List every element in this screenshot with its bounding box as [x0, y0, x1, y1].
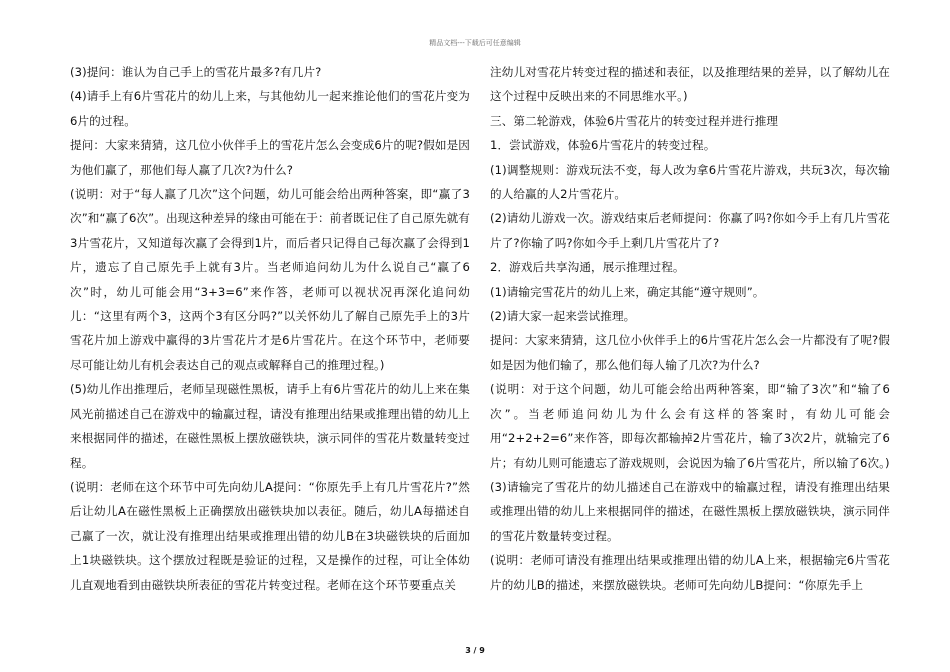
- page-number: 3 / 9: [465, 646, 485, 655]
- paragraph: (4)请手上有6片雪花片的幼儿上来，与其他幼儿一起来推论他们的雪花片变为6片的过程。: [70, 89, 470, 128]
- paragraph: (3)请输完了雪花片的幼儿描述自己在游戏中的输赢过程，请没有推理出结果或推理出错的幼儿上来根据同伴的描述，在磁性黑板上摆放磁铁块，演示同伴的雪花片数量转变过程。: [490, 479, 890, 543]
- paragraph: (说明：对于“每人赢了几次”这个问题，幼儿可能会给出两种答案，即“赢了3次”和“赢了6次”。出现这种差异的缘由可能在于：前者既记住了自己原先就有3片雪花片，又知道每次赢了会得到1片，而后者只记得自己每次赢了会得到1片，遗忘了自己原先手上就有3片。当老师追问幼儿为什么说自己“赢了6次”时，幼儿可能会用“3+3=6”来作答，老师可以视状况再深化追问幼儿：“这里有两个3，这两个3有区分吗?”以关怀幼儿了解自己原先手上的3片雪花片加上游戏中赢得的3片雪花片才是6片雪花片。在这个环节中，老师要尽可能让幼儿有机会表达自己的观点或解释自己的推理过程。): [70, 187, 470, 372]
- left-column: [70, 60, 470, 597]
- paragraph: 提问：大家来猜猜，这几位小伙伴手上的雪花片怎么会变成6片的呢?假如是因为他们赢了，那他们每人赢了几次?为什么?: [70, 138, 470, 177]
- paragraph: (2)请幼儿游戏一次。游戏结束后老师提问：你赢了吗?你如今手上有几片雪花片了?你输了吗?你如今手上剩几片雪花片了?: [490, 211, 890, 250]
- paragraph: (说明：老师在这个环节中可先向幼儿A提问：“你原先手上有几片雪花片?”然后让幼儿A在磁性黑板上正确摆放出磁铁块加以表征。随后，幼儿A每描述自己赢了一次，就让没有推理出结果或推理出错的幼儿B在3块磁铁块的后面加上1块磁铁块。这个摆放过程既是验证的过程，又是操作的过程，可让全体幼儿直观地看到由磁铁块所表征的雪花片转变过程。老师在这个环节要重点关: [70, 479, 470, 592]
- right-column: [490, 60, 890, 597]
- paragraph: (1)请输完雪花片的幼儿上来，确定其能“遵守规则”。: [490, 284, 765, 299]
- paragraph: 1．尝试游戏，体验6片雪花片的转变过程。: [490, 138, 716, 153]
- paragraph: (说明：老师可请没有推理出结果或推理出错的幼儿A上来，根据输完6片雪花片的幼儿B的描述，来摆放磁铁块。老师可先向幼儿B提问：“你原先手上: [490, 553, 890, 592]
- paragraph: (2)请大家一起来尝试推理。: [490, 309, 636, 324]
- page-header: 精品文档---下载后可任意编辑: [429, 39, 521, 47]
- paragraph: 注幼儿对雪花片转变过程的描述和表征，以及推理结果的差异，以了解幼儿在这个过程中反映出来的不同思维水平。): [490, 65, 890, 104]
- section-heading: 三、第二轮游戏，体验6片雪花片的转变过程并进行推理: [490, 113, 779, 128]
- paragraph: (1)调整规则：游戏玩法不变，每人改为拿6片雪花片游戏，共玩3次，每次输的人给赢的人2片雪花片。: [490, 162, 890, 202]
- paragraph: 2．游戏后共享沟通，展示推理过程。: [490, 260, 685, 275]
- paragraph: (3)提问：谁认为自己手上的雪花片最多?有几片?: [70, 65, 322, 79]
- paragraph: (说明：对于这个问题，幼儿可能会给出两种答案，即“输了3次”和“输了6次”。当老师追问幼儿为什么会有这样的答案时，有幼儿可能会用“2+2+2=6”来作答，即每次都输掉2片雪花片，输了3次2片，就输完了6片；有幼儿则可能遗忘了游戏规则，会说因为输了6片雪花片，所以输了6次。): [490, 382, 890, 470]
- paragraph: 提问：大家来猜猜，这几位小伙伴手上的6片雪花片怎么会一片都没有了呢?假如是因为他们输了，那么他们每人输了几次?为什么?: [490, 333, 890, 372]
- paragraph: (5)幼儿作出推理后，老师呈现磁性黑板，请手上有6片雪花片的幼儿上来在集风光前描述自己在游戏中的输赢过程，请没有推理出结果或推理出错的幼儿上来根据同伴的描述，在磁性黑板上摆放磁铁块，演示同伴的雪花片数量转变过程。: [70, 382, 470, 470]
